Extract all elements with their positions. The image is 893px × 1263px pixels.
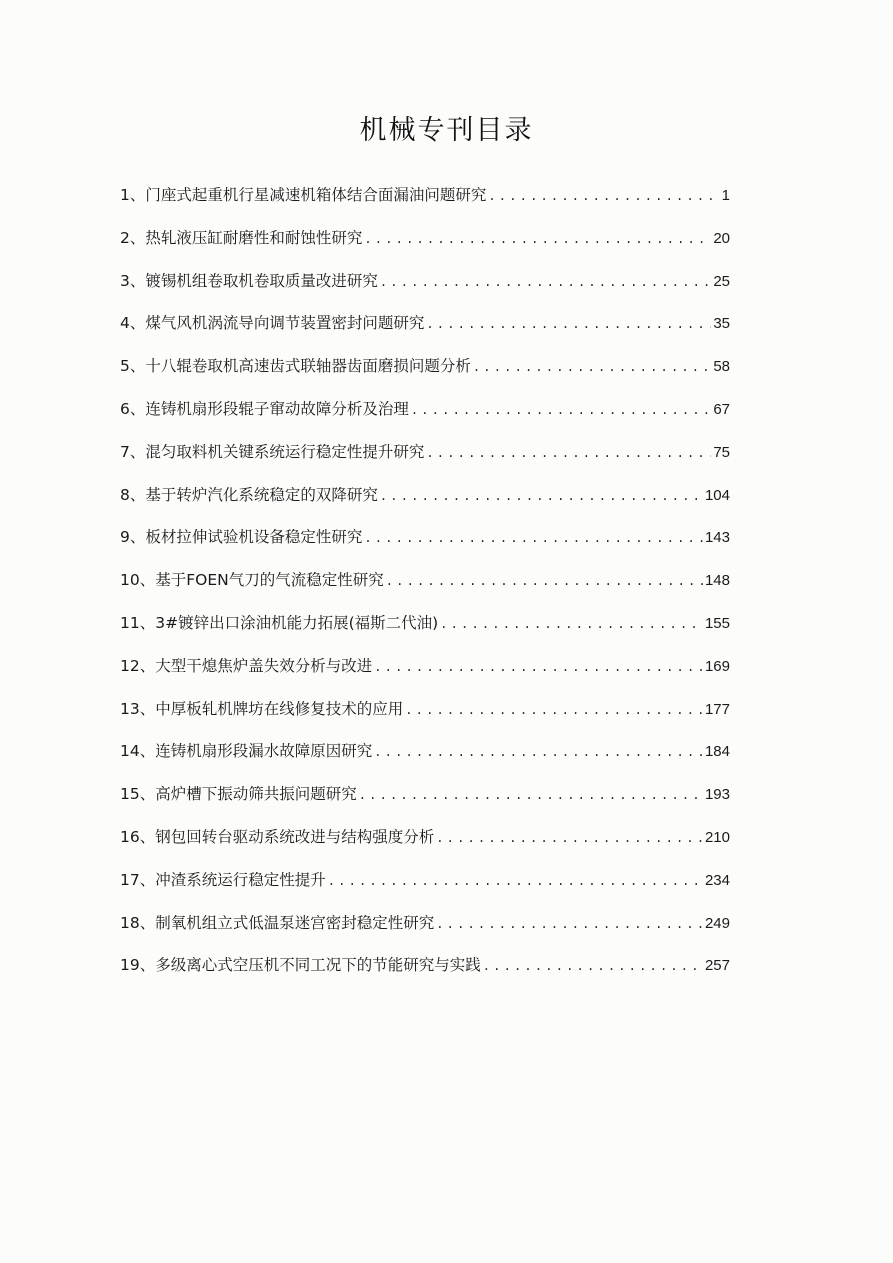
toc-entry-page-number: 155 (704, 614, 730, 632)
toc-entry (120, 226, 730, 269)
toc-entry-title: 10、基于FOEN气刀的气流稳定性研究 (120, 571, 384, 590)
toc-leader-dots (436, 917, 703, 931)
toc-leader-dots (411, 403, 711, 417)
toc-entry-title: 2、热轧液压缸耐磨性和耐蚀性研究 (120, 228, 363, 247)
page-title: 机械专刊目录 (359, 115, 534, 146)
toc-entry-title: 17、冲渣系统运行稳定性提升 (120, 870, 326, 889)
toc-leader-dots (473, 360, 711, 374)
toc-entry-page-number: 148 (704, 572, 730, 590)
toc-entry-title: 8、基于转炉汽化系统稳定的双降研究 (120, 485, 378, 504)
toc-entry (120, 611, 730, 654)
toc-leader-dots (405, 703, 703, 717)
toc-entry-title: 4、煤气风机涡流导向调节装置密封问题研究 (120, 314, 425, 333)
table-of-contents (120, 183, 730, 996)
toc-leader-dots (436, 831, 703, 845)
toc-entry-page-number: 210 (704, 828, 730, 846)
toc-entry-title: 12、大型干熄焦炉盖失效分析与改进 (120, 656, 373, 675)
toc-entry-page-number: 257 (704, 957, 730, 975)
toc-entry-page-number: 58 (713, 358, 730, 376)
toc-entry (120, 483, 730, 526)
toc-entry-page-number: 75 (713, 443, 730, 461)
toc-entry-title: 15、高炉槽下振动筛共振问题研究 (120, 785, 357, 804)
toc-leader-dots (328, 874, 703, 888)
toc-entry-page-number: 249 (704, 914, 730, 932)
toc-leader-dots (364, 232, 711, 246)
toc-entry-page-number: 67 (713, 400, 730, 418)
toc-leader-dots (374, 660, 703, 674)
toc-leader-dots (440, 617, 703, 631)
toc-entry (120, 397, 730, 440)
toc-entry (120, 354, 730, 397)
toc-entry-title: 6、连铸机扇形段辊子窜动故障分析及治理 (120, 399, 409, 418)
toc-entry (120, 311, 730, 354)
toc-leader-dots (426, 317, 711, 331)
toc-entry (120, 183, 730, 226)
toc-entry (120, 269, 730, 312)
toc-entry-title: 9、板材拉伸试验机设备稳定性研究 (120, 528, 363, 547)
toc-leader-dots (364, 531, 703, 545)
toc-entry-title: 1、门座式起重机行星减速机箱体结合面漏油问题研究 (120, 186, 487, 204)
toc-entry-title: 11、3#镀锌出口涂油机能力拓展(福斯二代油) (120, 613, 439, 632)
toc-leader-dots (380, 489, 703, 503)
toc-entry (120, 825, 730, 868)
toc-entry-page-number: 169 (704, 657, 730, 675)
toc-entry-title: 5、十八辊卷取机高速齿式联轴器齿面磨损问题分析 (120, 357, 471, 376)
toc-entry-title: 7、混匀取料机关键系统运行稳定性提升研究 (120, 442, 425, 461)
toc-entry-page-number: 143 (704, 529, 730, 547)
toc-entry-page-number: 1 (721, 187, 730, 204)
toc-leader-dots (426, 446, 711, 460)
toc-entry-title: 13、中厚板轧机牌坊在线修复技术的应用 (120, 699, 404, 718)
toc-entry-page-number: 104 (704, 486, 730, 504)
toc-entry-title: 14、连铸机扇形段漏水故障原因研究 (120, 742, 373, 761)
toc-leader-dots (359, 788, 703, 802)
toc-entry (120, 782, 730, 825)
toc-entry (120, 911, 730, 954)
toc-leader-dots (488, 189, 719, 203)
toc-entry (120, 739, 730, 782)
toc-entry (120, 953, 730, 996)
toc-entry-page-number: 25 (713, 272, 730, 290)
toc-entry-page-number: 177 (704, 700, 730, 718)
toc-entry (120, 868, 730, 911)
toc-entry-title: 16、钢包回转台驱动系统改进与结构强度分析 (120, 827, 435, 846)
toc-entry-page-number: 234 (704, 871, 730, 889)
toc-entry-page-number: 193 (704, 786, 730, 804)
toc-entry (120, 654, 730, 697)
toc-entry-page-number: 20 (713, 229, 730, 247)
toc-entry (120, 525, 730, 568)
toc-entry (120, 697, 730, 740)
toc-entry (120, 568, 730, 611)
toc-entry-title: 3、镀锡机组卷取机卷取质量改进研究 (120, 271, 378, 290)
toc-entry-page-number: 184 (704, 743, 730, 761)
toc-entry-title: 18、制氧机组立式低温泵迷宫密封稳定性研究 (120, 913, 435, 932)
toc-entry (120, 440, 730, 483)
toc-entry-title: 19、多级离心式空压机不同工况下的节能研究与实践 (120, 956, 481, 975)
toc-leader-dots (386, 574, 703, 588)
toc-entry-page-number: 35 (713, 315, 730, 333)
toc-leader-dots (374, 745, 703, 759)
toc-leader-dots (483, 959, 703, 973)
toc-leader-dots (380, 275, 711, 289)
